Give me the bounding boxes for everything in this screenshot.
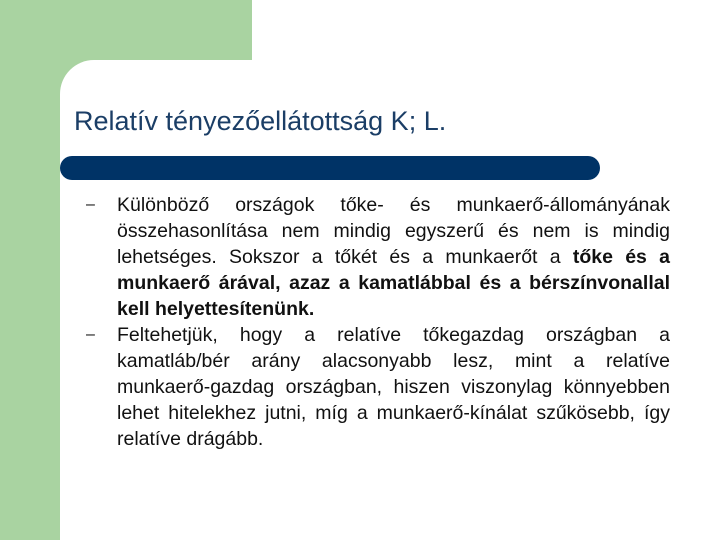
bullet-list [86, 192, 670, 452]
bullet-item [86, 322, 670, 452]
bullet-dash-icon: – [86, 196, 95, 213]
bullet-text: Különböző országok tőke- és munkaerő-állományának összehasonlítása nem mindig egyszerű és nem is mindig lehetséges. Sokszor a tőkét és a munkaerőt a [117, 194, 670, 268]
title-underline-bar [60, 156, 600, 180]
bullet-item [86, 192, 670, 322]
slide-title: Relatív tényezőellátottság K; L. [74, 106, 447, 136]
background-accent-left [0, 0, 60, 540]
bullet-dash-icon: – [86, 326, 95, 343]
bullet-text: Feltehetjük, hogy a relatíve tőkegazdag országban a kamatláb/bér arány alacsonyabb lesz, mint a relatíve munkaerő-gazdag országban, hiszen viszonylag könnyebben lehet hitelekhez jutni, míg a munkaerő-kínálat szűkösebb, így relatíve drágább. [117, 324, 670, 450]
bullet-text-bold: tőke és a munkaerő árával, azaz a kamatlábbal és a bérszínvonallal kell helyettesítenünk. [117, 246, 671, 320]
